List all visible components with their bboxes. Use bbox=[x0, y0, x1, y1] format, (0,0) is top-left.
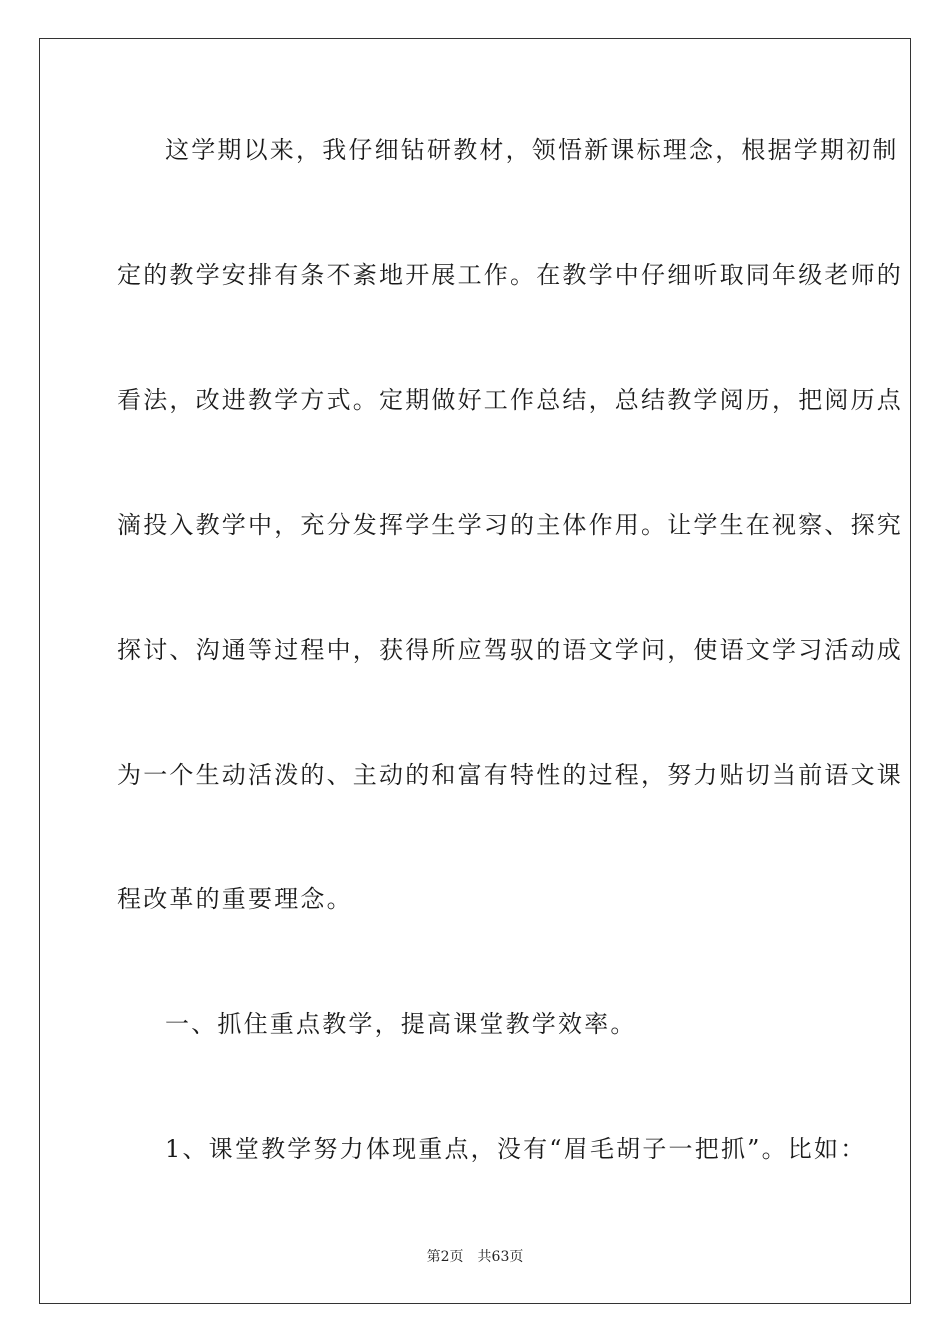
page-number: 第2页 bbox=[426, 1249, 464, 1265]
paragraph-line-7: 程改革的重要理念。 bbox=[117, 885, 353, 913]
paragraph-line-2: 定的教学安排有条不紊地开展工作。在教学中仔细听取同年级老师的 bbox=[117, 261, 903, 289]
paragraph-line-3: 看法，改进教学方式。定期做好工作总结，总结教学阅历，把阅历点 bbox=[117, 386, 903, 414]
paragraph-line-5: 探讨、沟通等过程中，获得所应驾驭的语文学问，使语文学习活动成 bbox=[117, 636, 903, 664]
section-heading: 一、抓住重点教学，提高课堂教学效率。 bbox=[165, 1010, 637, 1038]
page-border bbox=[39, 38, 911, 1304]
page-footer bbox=[0, 1247, 950, 1267]
paragraph-line-1: 这学期以来，我仔细钻研教材，领悟新课标理念，根据学期初制 bbox=[165, 136, 899, 164]
list-item-1: 1、课堂教学努力体现重点，没有“眉毛胡子一把抓”。比如： bbox=[165, 1135, 867, 1163]
page-total: 共63页 bbox=[477, 1249, 524, 1265]
paragraph-line-4: 滴投入教学中，充分发挥学生学习的主体作用。让学生在视察、探究 bbox=[117, 511, 903, 539]
paragraph-line-6: 为一个生动活泼的、主动的和富有特性的过程，努力贴切当前语文课 bbox=[117, 761, 903, 789]
